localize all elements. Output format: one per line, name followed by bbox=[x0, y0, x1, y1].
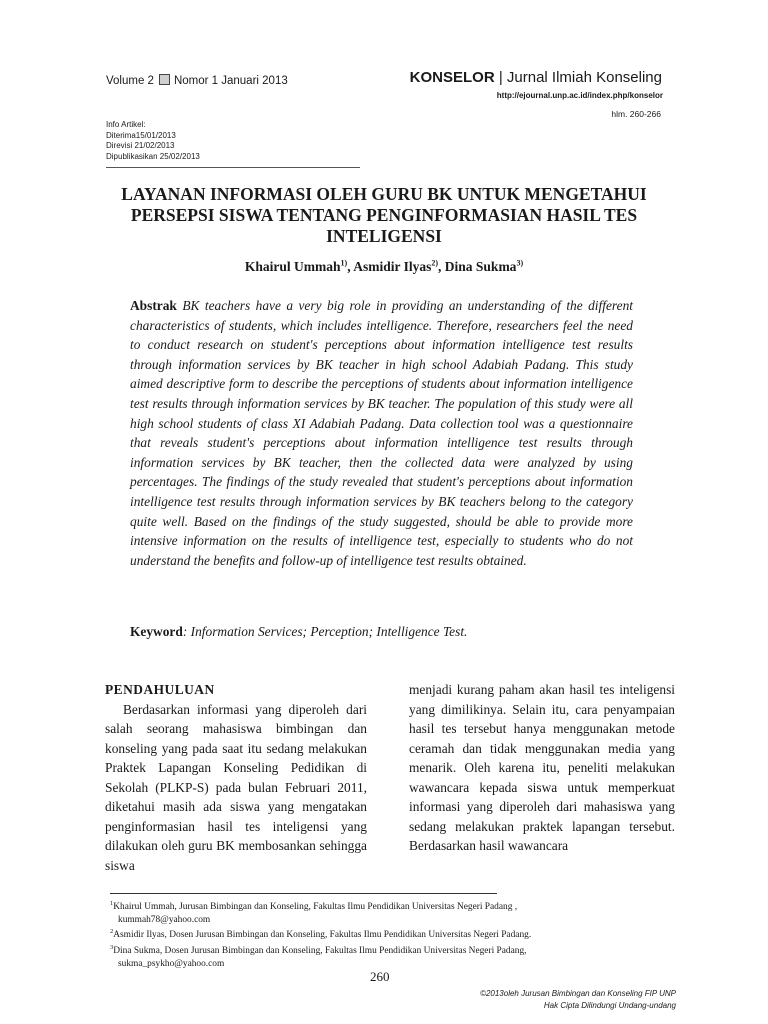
journal-separator: | bbox=[494, 69, 507, 86]
article-info-label: Info Artikel: bbox=[106, 120, 146, 129]
footnote: $^2$Asmidir Ilyas, Dosen Jurusan Bimbingan dan Konseling, Fakultas Ilmu Pendidikan Universitas Negeri Padang. bbox=[110, 928, 532, 941]
keyword-text: : Information Services; Perception; Intelligence Test. bbox=[182, 624, 468, 639]
journal-url[interactable]: http://ejournal.unp.ac.id/index.php/konselor bbox=[496, 91, 663, 100]
abstract bbox=[130, 296, 633, 570]
author: Khairul Ummah$^{1)}$, bbox=[244, 258, 354, 274]
abstract-label: Abstrak bbox=[130, 298, 177, 313]
keywords bbox=[130, 624, 467, 640]
footnotes bbox=[110, 898, 670, 970]
author-list bbox=[100, 258, 668, 275]
received-date: Diterima15/01/2013 bbox=[106, 130, 176, 140]
section-heading: PENDAHULUAN bbox=[105, 682, 215, 697]
issue-label: Nomor 1 Januari 2013 bbox=[173, 75, 288, 87]
footnote: $^1$Khairul Ummah, Jurusan Bimbingan dan Konseling, Fakultas Ilmu Pendidikan Universitas Negeri Padang , bbox=[110, 900, 518, 913]
revised-date: Direvisi 21/02/2013 bbox=[106, 141, 175, 150]
copyright-line: Hak Cipta Dilindungi Undang-undang bbox=[543, 1001, 676, 1010]
copyright-notice bbox=[480, 988, 676, 1012]
volume-label: Volume 2 bbox=[106, 75, 154, 87]
footnote-divider bbox=[110, 893, 497, 894]
divider bbox=[106, 167, 360, 168]
author: Asmidir Ilyas$^{2)}$, bbox=[353, 258, 445, 274]
author: Dina Sukma$^{3)}$ bbox=[444, 258, 524, 274]
footnote-email[interactable]: sukma_psykho@yahoo.com bbox=[118, 958, 225, 969]
square-bullet-icon bbox=[159, 74, 170, 85]
body-column-left bbox=[105, 680, 367, 875]
journal-title: KONSELOR bbox=[409, 69, 495, 86]
published-date: Dipublikasikan 25/02/2013 bbox=[106, 151, 200, 161]
footnote: $^3$Dina Sukma, Dosen Jurusan Bimbingan dan Konseling, Fakultas Ilmu Pendidikan Universitas Negeri Padang, bbox=[110, 944, 527, 957]
body-paragraph: menjadi kurang paham akan hasil tes inteligensi yang dimilikinya. Selain itu, cara penyampaian hasil tes tersebut hanya menggunakan metode ceramah dan tidak menggunakan media yang menarik. Oleh karena itu, peneliti melakukan wawancara kepada siswa untuk memperkuat informasi yang diperoleh dari mahasiswa yang sedang melakukan praktek lapangan tersebut. Berdasarkan hasil wawancara bbox=[409, 682, 675, 853]
page-range: hlm. 260-266 bbox=[611, 109, 661, 119]
issue-info bbox=[106, 74, 288, 87]
copyright-line: ©2013oleh Jurusan Bimbingan dan Konseling FIP UNP bbox=[480, 989, 676, 998]
body-column-right bbox=[409, 680, 675, 856]
page-number: 260 bbox=[370, 969, 390, 984]
article-title: LAYANAN INFORMASI OLEH GURU BK UNTUK MENGETAHUI PERSEPSI SISWA TENTANG PENGINFORMASIAN HASIL TES INTELIGENSI bbox=[121, 184, 647, 246]
body-paragraph: Berdasarkan informasi yang diperoleh dari salah seorang mahasiswa bimbingan dan konseling yang pada saat itu sedang melakukan Praktek Lapangan Konseling Pedidikan di Sekolah (PLKP-S) pada bulan Februari 2011, diketahui masih ada siswa yang mengatakan penginformasian hasil tes inteligensi yang dilakukan oleh guru BK membosankan sehingga siswa bbox=[105, 701, 367, 873]
keyword-label: Keyword bbox=[130, 624, 183, 639]
journal-name bbox=[410, 69, 662, 86]
journal-subtitle: Jurnal Ilmiah Konseling bbox=[506, 69, 662, 86]
article-info bbox=[106, 120, 200, 162]
abstract-text: BK teachers have a very big role in providing an understanding of the different characteristics of students, which includes intelligence. Therefore, researchers feel the need to conduct research on student's perceptions about information intelligence test results through information services by BK teacher in high school Adabiah Padang. This study aimed descriptive form to describe the perceptions of students about information intelligence test results through information services by BK teacher. The population of this study were all high school students of class XI Adabiah Padang. Data collection tool was a questionnaire that reveals student's perceptions about information intelligence test results through information services by BK teacher, then the collected data were analyzed by using percentages. The findings of the study revealed that student's perceptions about information intelligence test results through information services by BK teachers belong to the category quite well. Based on the findings of the study suggested, should be able to provide more intensive information on the results of intelligence test, especially to students who do not understand the benefits and follow-up of intelligence test results obtained. bbox=[130, 298, 633, 568]
footnote-email[interactable]: kummah78@yahoo.com bbox=[118, 914, 211, 925]
